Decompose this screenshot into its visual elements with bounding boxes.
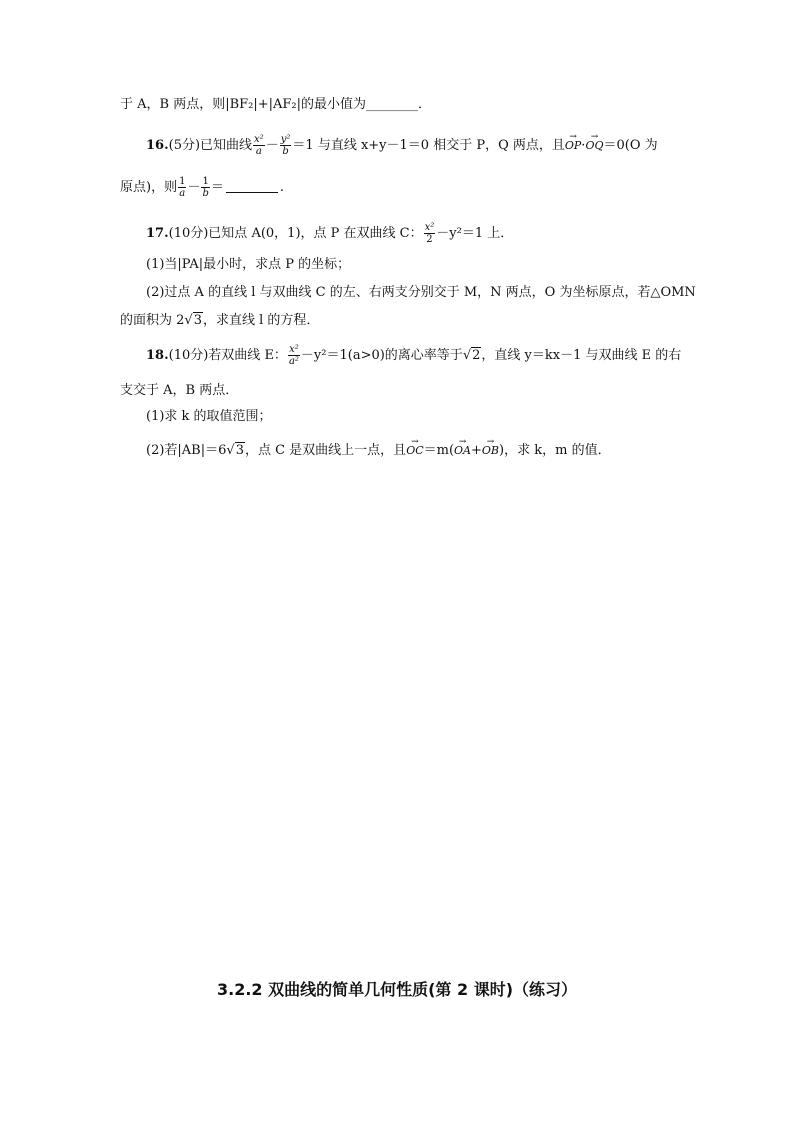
section-title: 3.2.2 双曲线的简单几何性质(第 2 课时)（练习） xyxy=(216,980,578,999)
vector-OB: → OB xyxy=(482,442,499,460)
question-17-part-2 xyxy=(146,284,696,302)
vector-OP: → OP xyxy=(565,137,581,155)
text: －y²＝1(a>0)的离心率等于 xyxy=(300,348,463,363)
text: (10分)已知点 A(0，1)，点 P 在双曲线 C： xyxy=(168,226,423,241)
question-16-continued: 原点)，则 $\frac{1}{a}$ － $\frac{1}{b}$ ＝ . xyxy=(120,176,285,199)
text: 的面积为 2 xyxy=(120,313,185,328)
text: ，求直线 l 的方程． xyxy=(202,313,320,328)
continued-question-15-line xyxy=(120,96,431,114)
text: ，直线 y＝kx－1 与双曲线 E 的右 xyxy=(481,348,682,363)
question-18-part-1 xyxy=(146,408,272,426)
question-17-part-1 xyxy=(146,256,350,274)
text: (2)过点 A 的直线 l 与双曲线 C 的左、右两支分别交于 M，N 两点，O 为坐标原点，若△OMN xyxy=(146,285,696,300)
text: (10分)若双曲线 E： xyxy=(168,348,287,363)
text: 于 A，B 两点，则|BF₂|+|AF₂|的最小值为________． xyxy=(120,97,432,112)
fraction-x2-over-a2: $\frac{\text{x²}}{\text{a²}}$ xyxy=(288,344,299,367)
text: －y²＝1 上． xyxy=(436,226,514,241)
question-18-part-2: (2)若|AB|＝6√3，点 C 是双曲线上一点，且→ OC＝m(→ OA+→ OB)，求 k，m 的值． xyxy=(146,442,611,460)
text: (1)当|PA|最小时，求点 P 的坐标； xyxy=(146,257,351,272)
text: ＝0(O 为 xyxy=(603,138,658,153)
text: (1)求 k 的取值范围； xyxy=(146,409,272,424)
fraction-1-over-b: $\frac{1}{b}$ xyxy=(202,176,209,199)
text: (5分)已知曲线 xyxy=(168,138,253,153)
question-17-part-2-continued xyxy=(120,312,319,330)
vector-OA: → OA xyxy=(454,442,471,460)
question-number: 17. xyxy=(146,226,169,241)
question-16: 16.(5分)已知曲线 $\frac{\text{x²}}{a}$ － $\frac{\text{y²}}{b}$ ＝1 与直线 x+y－1＝0 相交于 P，Q 两点，且→ OP·→ OQ＝0(O 为 xyxy=(146,134,658,157)
vector-OQ: → OQ xyxy=(585,137,603,155)
question-18 xyxy=(146,344,681,367)
text: 与直线 x+y－1＝0 相交于 P，Q 两点，且 xyxy=(317,138,565,153)
answer-blank xyxy=(226,180,278,193)
fraction-x2-over-a: $\frac{\text{x²}}{a}$ xyxy=(254,134,264,157)
text: ，求 k，m 的值． xyxy=(504,443,611,458)
question-number: 18. xyxy=(146,348,169,363)
question-18-continued xyxy=(120,382,238,400)
sqrt-3: √3 xyxy=(226,443,244,458)
text: 支交于 A，B 两点． xyxy=(120,383,239,398)
fraction-x2-over-2: $\frac{\text{x²}}{2}$ xyxy=(424,222,435,245)
text: (2)若|AB|＝6 xyxy=(146,443,227,458)
fraction-1-over-a: $\frac{1}{a}$ xyxy=(179,176,186,199)
question-number: 16. xyxy=(146,138,169,153)
question-17 xyxy=(146,222,513,245)
vector-OC: → OC xyxy=(406,442,423,460)
sqrt-2: √2 xyxy=(462,348,481,363)
text: 原点)，则 xyxy=(120,180,178,195)
text: ，点 C 是双曲线上一点，且 xyxy=(244,443,407,458)
fraction-y2-over-b: $\frac{\text{y²}}{b}$ xyxy=(280,134,291,157)
sqrt-3: √3 xyxy=(184,313,202,328)
